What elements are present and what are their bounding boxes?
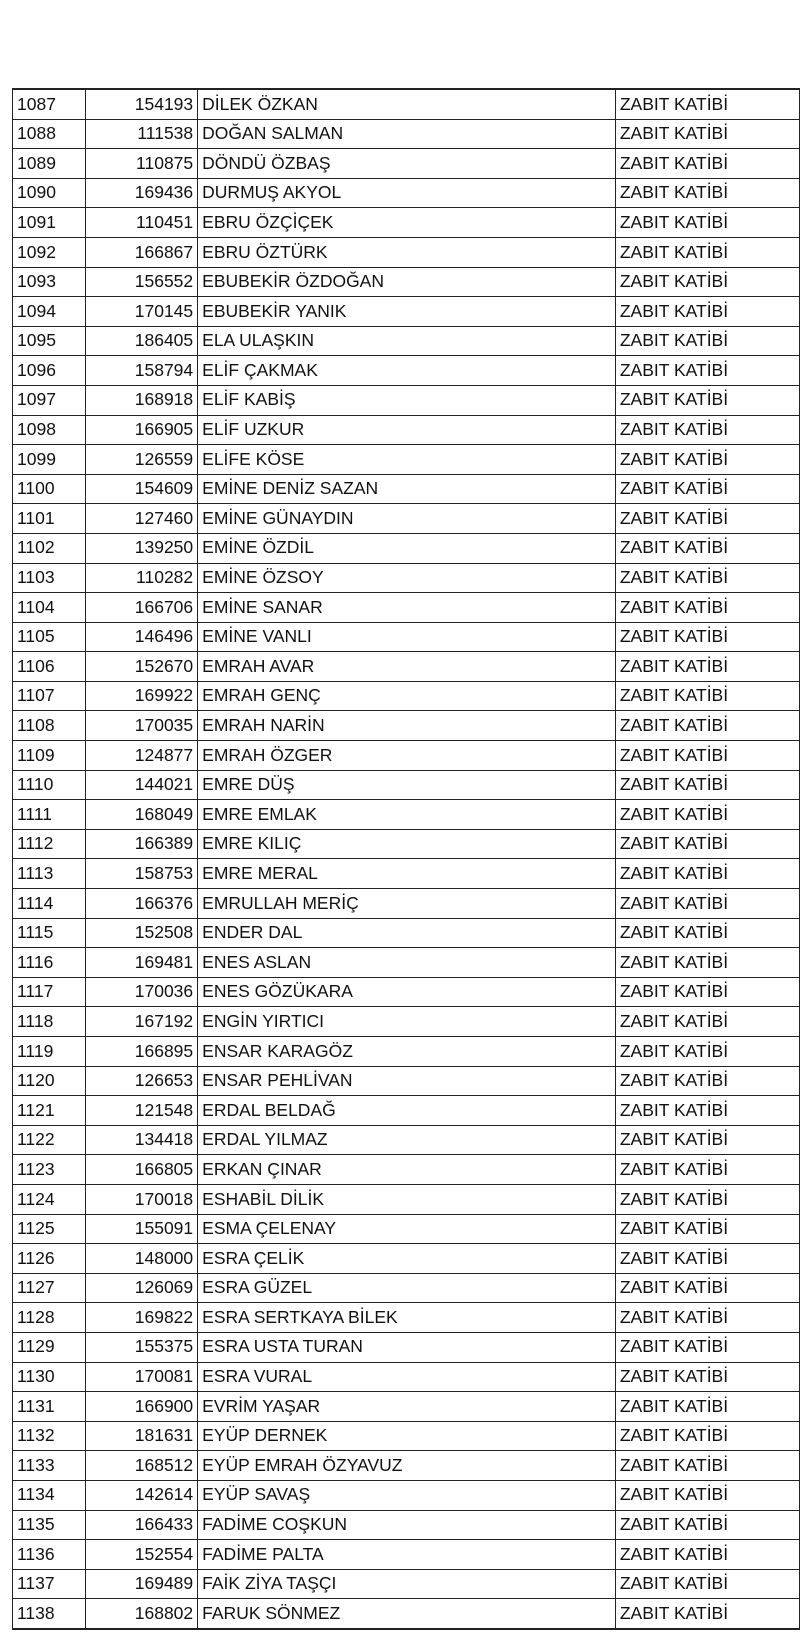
table-row bbox=[13, 1184, 800, 1214]
row-number-cell: 1113 bbox=[13, 859, 86, 889]
row-number-cell: 1087 bbox=[13, 89, 86, 119]
position-title-cell: ZABIT KATİBİ bbox=[615, 445, 799, 475]
registration-number-cell: 166706 bbox=[86, 593, 198, 623]
row-number-cell: 1110 bbox=[13, 770, 86, 800]
row-number-cell: 1128 bbox=[13, 1303, 86, 1333]
registration-number-cell: 144021 bbox=[86, 770, 198, 800]
table-row bbox=[13, 178, 800, 208]
table-row bbox=[13, 1096, 800, 1126]
table-row bbox=[13, 681, 800, 711]
position-title-cell: ZABIT KATİBİ bbox=[615, 1007, 799, 1037]
full-name-cell: EMRAH AVAR bbox=[198, 652, 616, 682]
full-name-cell: ESMA ÇELENAY bbox=[198, 1214, 616, 1244]
row-number-cell: 1114 bbox=[13, 889, 86, 919]
full-name-cell: EMİNE VANLI bbox=[198, 622, 616, 652]
full-name-cell: FADİME PALTA bbox=[198, 1540, 616, 1570]
table-row bbox=[13, 445, 800, 475]
position-title-cell: ZABIT KATİBİ bbox=[615, 1451, 799, 1481]
full-name-cell: EMRAH GENÇ bbox=[198, 681, 616, 711]
registration-number-cell: 166389 bbox=[86, 829, 198, 859]
registration-number-cell: 169822 bbox=[86, 1303, 198, 1333]
full-name-cell: ERDAL BELDAĞ bbox=[198, 1096, 616, 1126]
registration-number-cell: 158753 bbox=[86, 859, 198, 889]
row-number-cell: 1111 bbox=[13, 800, 86, 830]
table-row bbox=[13, 711, 800, 741]
position-title-cell: ZABIT KATİBİ bbox=[615, 178, 799, 208]
table-row bbox=[13, 504, 800, 534]
table-row bbox=[13, 1125, 800, 1155]
row-number-cell: 1135 bbox=[13, 1510, 86, 1540]
position-title-cell: ZABIT KATİBİ bbox=[615, 1540, 799, 1570]
position-title-cell: ZABIT KATİBİ bbox=[615, 119, 799, 149]
position-title-cell: ZABIT KATİBİ bbox=[615, 1392, 799, 1422]
registration-number-cell: 170145 bbox=[86, 297, 198, 327]
registration-number-cell: 110875 bbox=[86, 149, 198, 179]
full-name-cell: FAİK ZİYA TAŞÇI bbox=[198, 1569, 616, 1599]
registration-number-cell: 126653 bbox=[86, 1066, 198, 1096]
full-name-cell: EVRİM YAŞAR bbox=[198, 1392, 616, 1422]
row-number-cell: 1116 bbox=[13, 948, 86, 978]
registration-number-cell: 158794 bbox=[86, 356, 198, 386]
position-title-cell: ZABIT KATİBİ bbox=[615, 1066, 799, 1096]
full-name-cell: EMRE EMLAK bbox=[198, 800, 616, 830]
position-title-cell: ZABIT KATİBİ bbox=[615, 474, 799, 504]
row-number-cell: 1134 bbox=[13, 1480, 86, 1510]
registration-number-cell: 146496 bbox=[86, 622, 198, 652]
registration-number-cell: 126559 bbox=[86, 445, 198, 475]
full-name-cell: ESRA GÜZEL bbox=[198, 1273, 616, 1303]
position-title-cell: ZABIT KATİBİ bbox=[615, 326, 799, 356]
row-number-cell: 1117 bbox=[13, 977, 86, 1007]
table-row bbox=[13, 533, 800, 563]
registration-number-cell: 166433 bbox=[86, 1510, 198, 1540]
full-name-cell: FADİME COŞKUN bbox=[198, 1510, 616, 1540]
registration-number-cell: 134418 bbox=[86, 1125, 198, 1155]
position-title-cell: ZABIT KATİBİ bbox=[615, 237, 799, 267]
row-number-cell: 1118 bbox=[13, 1007, 86, 1037]
table-row bbox=[13, 1451, 800, 1481]
row-number-cell: 1090 bbox=[13, 178, 86, 208]
position-title-cell: ZABIT KATİBİ bbox=[615, 1510, 799, 1540]
full-name-cell: FARUK SÖNMEZ bbox=[198, 1599, 616, 1629]
registration-number-cell: 166895 bbox=[86, 1037, 198, 1067]
table-row bbox=[13, 297, 800, 327]
position-title-cell: ZABIT KATİBİ bbox=[615, 593, 799, 623]
full-name-cell: ESRA SERTKAYA BİLEK bbox=[198, 1303, 616, 1333]
row-number-cell: 1109 bbox=[13, 741, 86, 771]
row-number-cell: 1127 bbox=[13, 1273, 86, 1303]
table-row bbox=[13, 1037, 800, 1067]
table-row bbox=[13, 593, 800, 623]
registration-number-cell: 166805 bbox=[86, 1155, 198, 1185]
table-row bbox=[13, 829, 800, 859]
registration-number-cell: 169922 bbox=[86, 681, 198, 711]
full-name-cell: EMRE MERAL bbox=[198, 859, 616, 889]
table-row bbox=[13, 385, 800, 415]
table-row bbox=[13, 1362, 800, 1392]
position-title-cell: ZABIT KATİBİ bbox=[615, 770, 799, 800]
row-number-cell: 1101 bbox=[13, 504, 86, 534]
table-row bbox=[13, 326, 800, 356]
full-name-cell: EYÜP EMRAH ÖZYAVUZ bbox=[198, 1451, 616, 1481]
position-title-cell: ZABIT KATİBİ bbox=[615, 800, 799, 830]
full-name-cell: ESRA USTA TURAN bbox=[198, 1332, 616, 1362]
personnel-list-table bbox=[12, 88, 800, 1630]
row-number-cell: 1099 bbox=[13, 445, 86, 475]
position-title-cell: ZABIT KATİBİ bbox=[615, 977, 799, 1007]
position-title-cell: ZABIT KATİBİ bbox=[615, 267, 799, 297]
table-row bbox=[13, 1303, 800, 1333]
full-name-cell: EMİNE ÖZSOY bbox=[198, 563, 616, 593]
table-row bbox=[13, 859, 800, 889]
full-name-cell: EMİNE GÜNAYDIN bbox=[198, 504, 616, 534]
table-row bbox=[13, 800, 800, 830]
row-number-cell: 1098 bbox=[13, 415, 86, 445]
table-row bbox=[13, 208, 800, 238]
row-number-cell: 1088 bbox=[13, 119, 86, 149]
full-name-cell: ELİF UZKUR bbox=[198, 415, 616, 445]
position-title-cell: ZABIT KATİBİ bbox=[615, 741, 799, 771]
position-title-cell: ZABIT KATİBİ bbox=[615, 1184, 799, 1214]
full-name-cell: ELA ULAŞKIN bbox=[198, 326, 616, 356]
full-name-cell: ESRA VURAL bbox=[198, 1362, 616, 1392]
row-number-cell: 1123 bbox=[13, 1155, 86, 1185]
full-name-cell: EMİNE ÖZDİL bbox=[198, 533, 616, 563]
table-row bbox=[13, 237, 800, 267]
registration-number-cell: 154193 bbox=[86, 89, 198, 119]
registration-number-cell: 155091 bbox=[86, 1214, 198, 1244]
row-number-cell: 1093 bbox=[13, 267, 86, 297]
position-title-cell: ZABIT KATİBİ bbox=[615, 297, 799, 327]
position-title-cell: ZABIT KATİBİ bbox=[615, 504, 799, 534]
row-number-cell: 1121 bbox=[13, 1096, 86, 1126]
full-name-cell: DÖNDÜ ÖZBAŞ bbox=[198, 149, 616, 179]
registration-number-cell: 152670 bbox=[86, 652, 198, 682]
registration-number-cell: 168918 bbox=[86, 385, 198, 415]
full-name-cell: ELİF KABİŞ bbox=[198, 385, 616, 415]
table-row bbox=[13, 1244, 800, 1274]
row-number-cell: 1100 bbox=[13, 474, 86, 504]
row-number-cell: 1131 bbox=[13, 1392, 86, 1422]
position-title-cell: ZABIT KATİBİ bbox=[615, 563, 799, 593]
row-number-cell: 1106 bbox=[13, 652, 86, 682]
row-number-cell: 1096 bbox=[13, 356, 86, 386]
registration-number-cell: 166905 bbox=[86, 415, 198, 445]
position-title-cell: ZABIT KATİBİ bbox=[615, 149, 799, 179]
table-row bbox=[13, 1480, 800, 1510]
position-title-cell: ZABIT KATİBİ bbox=[615, 1569, 799, 1599]
position-title-cell: ZABIT KATİBİ bbox=[615, 385, 799, 415]
registration-number-cell: 168049 bbox=[86, 800, 198, 830]
registration-number-cell: 186405 bbox=[86, 326, 198, 356]
registration-number-cell: 110282 bbox=[86, 563, 198, 593]
table-row bbox=[13, 948, 800, 978]
position-title-cell: ZABIT KATİBİ bbox=[615, 859, 799, 889]
full-name-cell: ENGİN YIRTICI bbox=[198, 1007, 616, 1037]
table-body bbox=[13, 89, 800, 1629]
position-title-cell: ZABIT KATİBİ bbox=[615, 681, 799, 711]
registration-number-cell: 111538 bbox=[86, 119, 198, 149]
row-number-cell: 1129 bbox=[13, 1332, 86, 1362]
registration-number-cell: 148000 bbox=[86, 1244, 198, 1274]
table-row bbox=[13, 1007, 800, 1037]
row-number-cell: 1124 bbox=[13, 1184, 86, 1214]
full-name-cell: EMRE DÜŞ bbox=[198, 770, 616, 800]
table-row bbox=[13, 267, 800, 297]
full-name-cell: ERDAL YILMAZ bbox=[198, 1125, 616, 1155]
registration-number-cell: 169489 bbox=[86, 1569, 198, 1599]
table-row bbox=[13, 770, 800, 800]
registration-number-cell: 156552 bbox=[86, 267, 198, 297]
position-title-cell: ZABIT KATİBİ bbox=[615, 1096, 799, 1126]
registration-number-cell: 121548 bbox=[86, 1096, 198, 1126]
position-title-cell: ZABIT KATİBİ bbox=[615, 1362, 799, 1392]
table-row bbox=[13, 741, 800, 771]
full-name-cell: EYÜP SAVAŞ bbox=[198, 1480, 616, 1510]
row-number-cell: 1103 bbox=[13, 563, 86, 593]
row-number-cell: 1130 bbox=[13, 1362, 86, 1392]
registration-number-cell: 181631 bbox=[86, 1421, 198, 1451]
registration-number-cell: 152554 bbox=[86, 1540, 198, 1570]
position-title-cell: ZABIT KATİBİ bbox=[615, 1155, 799, 1185]
position-title-cell: ZABIT KATİBİ bbox=[615, 356, 799, 386]
position-title-cell: ZABIT KATİBİ bbox=[615, 533, 799, 563]
table-row bbox=[13, 1569, 800, 1599]
full-name-cell: DURMUŞ AKYOL bbox=[198, 178, 616, 208]
table-row bbox=[13, 474, 800, 504]
table-row bbox=[13, 1421, 800, 1451]
registration-number-cell: 127460 bbox=[86, 504, 198, 534]
row-number-cell: 1097 bbox=[13, 385, 86, 415]
full-name-cell: EMİNE DENİZ SAZAN bbox=[198, 474, 616, 504]
row-number-cell: 1112 bbox=[13, 829, 86, 859]
table-row bbox=[13, 889, 800, 919]
row-number-cell: 1136 bbox=[13, 1540, 86, 1570]
full-name-cell: ELİFE KÖSE bbox=[198, 445, 616, 475]
full-name-cell: DİLEK ÖZKAN bbox=[198, 89, 616, 119]
row-number-cell: 1119 bbox=[13, 1037, 86, 1067]
table-row bbox=[13, 1510, 800, 1540]
position-title-cell: ZABIT KATİBİ bbox=[615, 1244, 799, 1274]
row-number-cell: 1138 bbox=[13, 1599, 86, 1629]
table-row bbox=[13, 1066, 800, 1096]
position-title-cell: ZABIT KATİBİ bbox=[615, 829, 799, 859]
position-title-cell: ZABIT KATİBİ bbox=[615, 1214, 799, 1244]
table-row bbox=[13, 977, 800, 1007]
full-name-cell: ENSAR KARAGÖZ bbox=[198, 1037, 616, 1067]
registration-number-cell: 154609 bbox=[86, 474, 198, 504]
position-title-cell: ZABIT KATİBİ bbox=[615, 1599, 799, 1629]
position-title-cell: ZABIT KATİBİ bbox=[615, 889, 799, 919]
table-row bbox=[13, 89, 800, 119]
full-name-cell: EMİNE SANAR bbox=[198, 593, 616, 623]
registration-number-cell: 170036 bbox=[86, 977, 198, 1007]
table-row bbox=[13, 622, 800, 652]
table-row bbox=[13, 1332, 800, 1362]
table-row bbox=[13, 1392, 800, 1422]
registration-number-cell: 126069 bbox=[86, 1273, 198, 1303]
registration-number-cell: 142614 bbox=[86, 1480, 198, 1510]
row-number-cell: 1133 bbox=[13, 1451, 86, 1481]
row-number-cell: 1094 bbox=[13, 297, 86, 327]
table-row bbox=[13, 149, 800, 179]
full-name-cell: EBRU ÖZTÜRK bbox=[198, 237, 616, 267]
row-number-cell: 1125 bbox=[13, 1214, 86, 1244]
row-number-cell: 1105 bbox=[13, 622, 86, 652]
full-name-cell: EMRAH NARİN bbox=[198, 711, 616, 741]
full-name-cell: ENDER DAL bbox=[198, 918, 616, 948]
position-title-cell: ZABIT KATİBİ bbox=[615, 1125, 799, 1155]
full-name-cell: EMRULLAH MERİÇ bbox=[198, 889, 616, 919]
registration-number-cell: 110451 bbox=[86, 208, 198, 238]
full-name-cell: EBUBEKİR YANIK bbox=[198, 297, 616, 327]
full-name-cell: ENES ASLAN bbox=[198, 948, 616, 978]
row-number-cell: 1104 bbox=[13, 593, 86, 623]
full-name-cell: DOĞAN SALMAN bbox=[198, 119, 616, 149]
position-title-cell: ZABIT KATİBİ bbox=[615, 1480, 799, 1510]
registration-number-cell: 168802 bbox=[86, 1599, 198, 1629]
position-title-cell: ZABIT KATİBİ bbox=[615, 1303, 799, 1333]
row-number-cell: 1107 bbox=[13, 681, 86, 711]
registration-number-cell: 170018 bbox=[86, 1184, 198, 1214]
row-number-cell: 1091 bbox=[13, 208, 86, 238]
position-title-cell: ZABIT KATİBİ bbox=[615, 711, 799, 741]
table-row bbox=[13, 356, 800, 386]
row-number-cell: 1089 bbox=[13, 149, 86, 179]
table-row bbox=[13, 1155, 800, 1185]
registration-number-cell: 152508 bbox=[86, 918, 198, 948]
table-row bbox=[13, 1214, 800, 1244]
registration-number-cell: 169481 bbox=[86, 948, 198, 978]
table-row bbox=[13, 652, 800, 682]
row-number-cell: 1126 bbox=[13, 1244, 86, 1274]
position-title-cell: ZABIT KATİBİ bbox=[615, 1273, 799, 1303]
position-title-cell: ZABIT KATİBİ bbox=[615, 948, 799, 978]
table-row bbox=[13, 415, 800, 445]
registration-number-cell: 168512 bbox=[86, 1451, 198, 1481]
row-number-cell: 1102 bbox=[13, 533, 86, 563]
row-number-cell: 1120 bbox=[13, 1066, 86, 1096]
registration-number-cell: 139250 bbox=[86, 533, 198, 563]
registration-number-cell: 155375 bbox=[86, 1332, 198, 1362]
full-name-cell: EBRU ÖZÇİÇEK bbox=[198, 208, 616, 238]
position-title-cell: ZABIT KATİBİ bbox=[615, 652, 799, 682]
registration-number-cell: 166867 bbox=[86, 237, 198, 267]
position-title-cell: ZABIT KATİBİ bbox=[615, 208, 799, 238]
full-name-cell: ESRA ÇELİK bbox=[198, 1244, 616, 1274]
registration-number-cell: 169436 bbox=[86, 178, 198, 208]
row-number-cell: 1108 bbox=[13, 711, 86, 741]
full-name-cell: EBUBEKİR ÖZDOĞAN bbox=[198, 267, 616, 297]
full-name-cell: ELİF ÇAKMAK bbox=[198, 356, 616, 386]
row-number-cell: 1115 bbox=[13, 918, 86, 948]
position-title-cell: ZABIT KATİBİ bbox=[615, 1332, 799, 1362]
position-title-cell: ZABIT KATİBİ bbox=[615, 1421, 799, 1451]
table-row bbox=[13, 918, 800, 948]
table-row bbox=[13, 563, 800, 593]
position-title-cell: ZABIT KATİBİ bbox=[615, 622, 799, 652]
registration-number-cell: 166900 bbox=[86, 1392, 198, 1422]
registration-number-cell: 170035 bbox=[86, 711, 198, 741]
row-number-cell: 1137 bbox=[13, 1569, 86, 1599]
table-row bbox=[13, 1599, 800, 1629]
registration-number-cell: 166376 bbox=[86, 889, 198, 919]
full-name-cell: ENSAR PEHLİVAN bbox=[198, 1066, 616, 1096]
row-number-cell: 1132 bbox=[13, 1421, 86, 1451]
table-row bbox=[13, 119, 800, 149]
table-row bbox=[13, 1540, 800, 1570]
position-title-cell: ZABIT KATİBİ bbox=[615, 918, 799, 948]
full-name-cell: EYÜP DERNEK bbox=[198, 1421, 616, 1451]
registration-number-cell: 170081 bbox=[86, 1362, 198, 1392]
registration-number-cell: 167192 bbox=[86, 1007, 198, 1037]
table-row bbox=[13, 1273, 800, 1303]
registration-number-cell: 124877 bbox=[86, 741, 198, 771]
position-title-cell: ZABIT KATİBİ bbox=[615, 89, 799, 119]
full-name-cell: ERKAN ÇINAR bbox=[198, 1155, 616, 1185]
full-name-cell: EMRE KILIÇ bbox=[198, 829, 616, 859]
row-number-cell: 1095 bbox=[13, 326, 86, 356]
full-name-cell: ESHABİL DİLİK bbox=[198, 1184, 616, 1214]
position-title-cell: ZABIT KATİBİ bbox=[615, 1037, 799, 1067]
full-name-cell: EMRAH ÖZGER bbox=[198, 741, 616, 771]
row-number-cell: 1092 bbox=[13, 237, 86, 267]
position-title-cell: ZABIT KATİBİ bbox=[615, 415, 799, 445]
full-name-cell: ENES GÖZÜKARA bbox=[198, 977, 616, 1007]
row-number-cell: 1122 bbox=[13, 1125, 86, 1155]
